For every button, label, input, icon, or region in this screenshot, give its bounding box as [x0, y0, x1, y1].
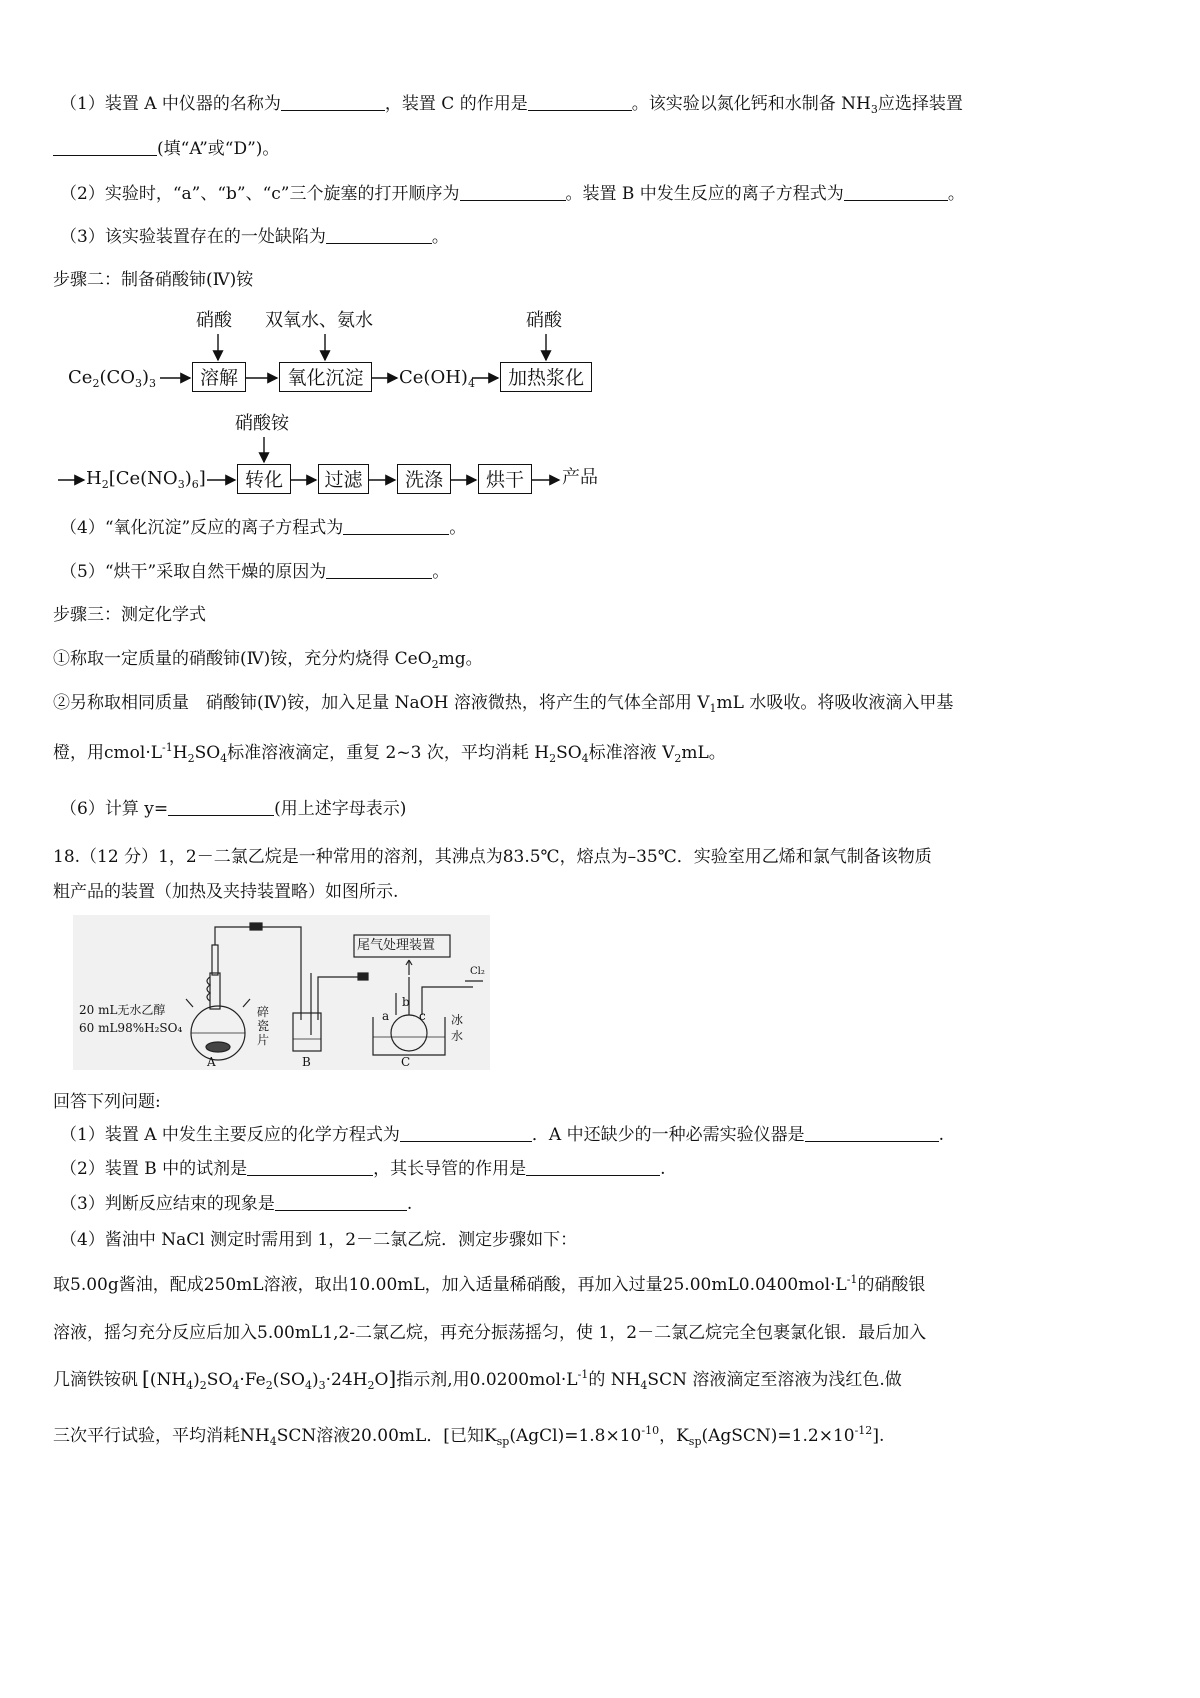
answer-question-1: （1）装置 A 中发生主要反应的化学方程式为 ．A 中还缺少的一种必需实验仪器是 .	[60, 1125, 944, 1145]
flow-intermediate: $Ce(OH)_4$	[399, 367, 475, 390]
answer-blank[interactable]	[275, 1192, 407, 1211]
right-bracket: ]	[388, 1366, 397, 1390]
valve-a-label: a	[382, 1009, 390, 1023]
label-c: C	[401, 1055, 411, 1069]
ice-label-2: 水	[451, 1029, 464, 1043]
chlorine-label: Cl₂	[470, 966, 485, 977]
question-6: （6）计算 y= (用上述字母表示)	[60, 799, 407, 819]
flow-step-dissolve: 溶解	[192, 362, 246, 392]
answer-blank[interactable]	[400, 1123, 532, 1142]
question-4: （4）“氧化沉淀”反应的离子方程式为 。	[60, 518, 467, 538]
apparatus-figure	[73, 915, 490, 1070]
procedure-line-4: 三次平行试验，平均消耗$NH_4SCN$溶液20.00mL．[已知$K_{sp}(AgCl)=1.8\times 10^{-10}$，$K_{sp}(AgSCN)=1.2\times 10^{-12}$].	[53, 1424, 885, 1448]
valve-b-label: b	[402, 995, 410, 1009]
valve-c-label: c	[419, 1009, 426, 1023]
procedure-line-3: 几滴铁铵矾 $[(NH_4)_2SO_4\cdot Fe_2(SO_4)_3\cdot 24H_2O]$指示剂,用$0.0200mol\cdot L^{-1}$的 $NH_4SCN$ 溶液滴定至溶液为浅红色.做	[53, 1366, 902, 1392]
question-1-line1: （1）装置 A 中仪器的名称为 ，装置 C 的作用是 。该实验以氮化钙和水制备 $NH_3$应选择装置	[60, 94, 963, 116]
flow-intermediate-2: $H_2[Ce(NO_3)_6]$	[86, 468, 206, 491]
question-18-line2: 粗产品的装置（加热及夹持装置略）如图所示.	[53, 882, 399, 902]
step-3-heading: 步骤三：测定化学式	[53, 605, 206, 625]
step-3-item-2: ②另称取相同质量 硝酸铈(Ⅳ)铵，加入足量 NaOH 溶液微热，将产生的气体全部用 $V_1mL$ 水吸收。将吸收液滴入甲基	[53, 693, 954, 715]
flow-reagent-peroxide-ammonia: 双氧水、氨水	[265, 310, 373, 331]
flow-step-filtration: 过滤	[318, 464, 369, 494]
answer-question-2: （2）装置 B 中的试剂是 ，其长导管的作用是 .	[60, 1159, 666, 1179]
tail-gas-label: 尾气处理装置	[357, 938, 436, 953]
label-a: A	[207, 1055, 216, 1069]
answer-heading: 回答下列问题:	[53, 1092, 161, 1112]
question-2: （2）实验时，“a”、“b”、“c”三个旋塞的打开顺序为 。装置 B 中发生反应的离子方程式为 。	[60, 184, 965, 204]
answer-question-4: （4）酱油中 NaCl 测定时需用到 1，2－二氯乙烷．测定步骤如下：	[60, 1230, 578, 1250]
step-2-heading: 步骤二：制备硝酸铈(Ⅳ)铵	[53, 270, 254, 290]
chip-label-1: 碎	[257, 1005, 270, 1019]
procedure-line-1: 取5.00g酱油，配成250mL溶液，取出10.00mL，加入适量稀硝酸，再加入过量$25.00mL0.0400mol\cdot L^{-1}$的硝酸银	[53, 1273, 926, 1295]
question-1-line2: (填“A”或“D”)。	[53, 137, 279, 161]
flow-step-conversion: 转化	[237, 464, 291, 494]
flow-reagent-nitric-acid-2: 硝酸	[526, 310, 562, 331]
chip-label-2: 瓷	[257, 1019, 270, 1033]
reagent-sulfuric-label: 60 mL98%H₂SO₄	[79, 1021, 183, 1035]
flow-arrows	[0, 0, 1100, 520]
flow-step-washing: 洗涤	[397, 464, 451, 494]
answer-blank[interactable]	[805, 1123, 939, 1142]
flow-step-heat-slurry: 加热浆化	[500, 362, 592, 392]
ice-label-1: 冰	[451, 1013, 464, 1027]
answer-blank[interactable]	[526, 1157, 660, 1176]
answer-blank[interactable]	[343, 516, 449, 535]
flow-reagent-ammonium-nitrate: 硝酸铵	[235, 413, 289, 434]
flow-step-drying: 烘干	[478, 464, 532, 494]
flow-start-material: $Ce_2(CO_3)_3$	[68, 367, 157, 390]
left-bracket: [	[142, 1366, 150, 1390]
question-18-line1: 18.（12 分）1，2－二氯乙烷是一种常用的溶剂，其沸点为83.5℃，熔点为–35℃．实验室用乙烯和氯气制备该物质	[53, 847, 932, 867]
reagent-ethanol-label: 20 mL无水乙醇	[79, 1003, 166, 1017]
procedure-line-2: 溶液，摇匀充分反应后加入5.00mL1,2-二氯乙烷，再充分振荡摇匀，使 1，2－二氯乙烷完全包裹氯化银．最后加入	[53, 1323, 927, 1343]
answer-blank[interactable]	[247, 1157, 373, 1176]
question-3: （3）该实验装置存在的一处缺陷为 。	[60, 227, 449, 247]
step-3-item-2-cont: 橙，用$cmol\cdot L^{-1}H_2SO_4$标准溶液滴定，重复 2~3 次，平均消耗 $H_2SO_4$标准溶液 $V_2mL$。	[53, 741, 726, 765]
label-b: B	[302, 1055, 311, 1069]
answer-blank[interactable]	[168, 797, 274, 816]
step-3-item-1: ①称取一定质量的硝酸铈(Ⅳ)铵，充分灼烧得 CeO$_2$mg。	[53, 649, 483, 671]
chip-label-3: 片	[257, 1033, 270, 1047]
flow-step-oxidation-precipitation: 氧化沉淀	[279, 362, 372, 392]
flow-product: 产品	[562, 467, 598, 488]
flow-reagent-nitric-acid: 硝酸	[196, 310, 232, 331]
answer-blank[interactable]	[326, 560, 432, 579]
answer-question-3: （3）判断反应结束的现象是 .	[60, 1194, 413, 1214]
question-5: （5）“烘干”采取自然干燥的原因为 。	[60, 562, 450, 582]
